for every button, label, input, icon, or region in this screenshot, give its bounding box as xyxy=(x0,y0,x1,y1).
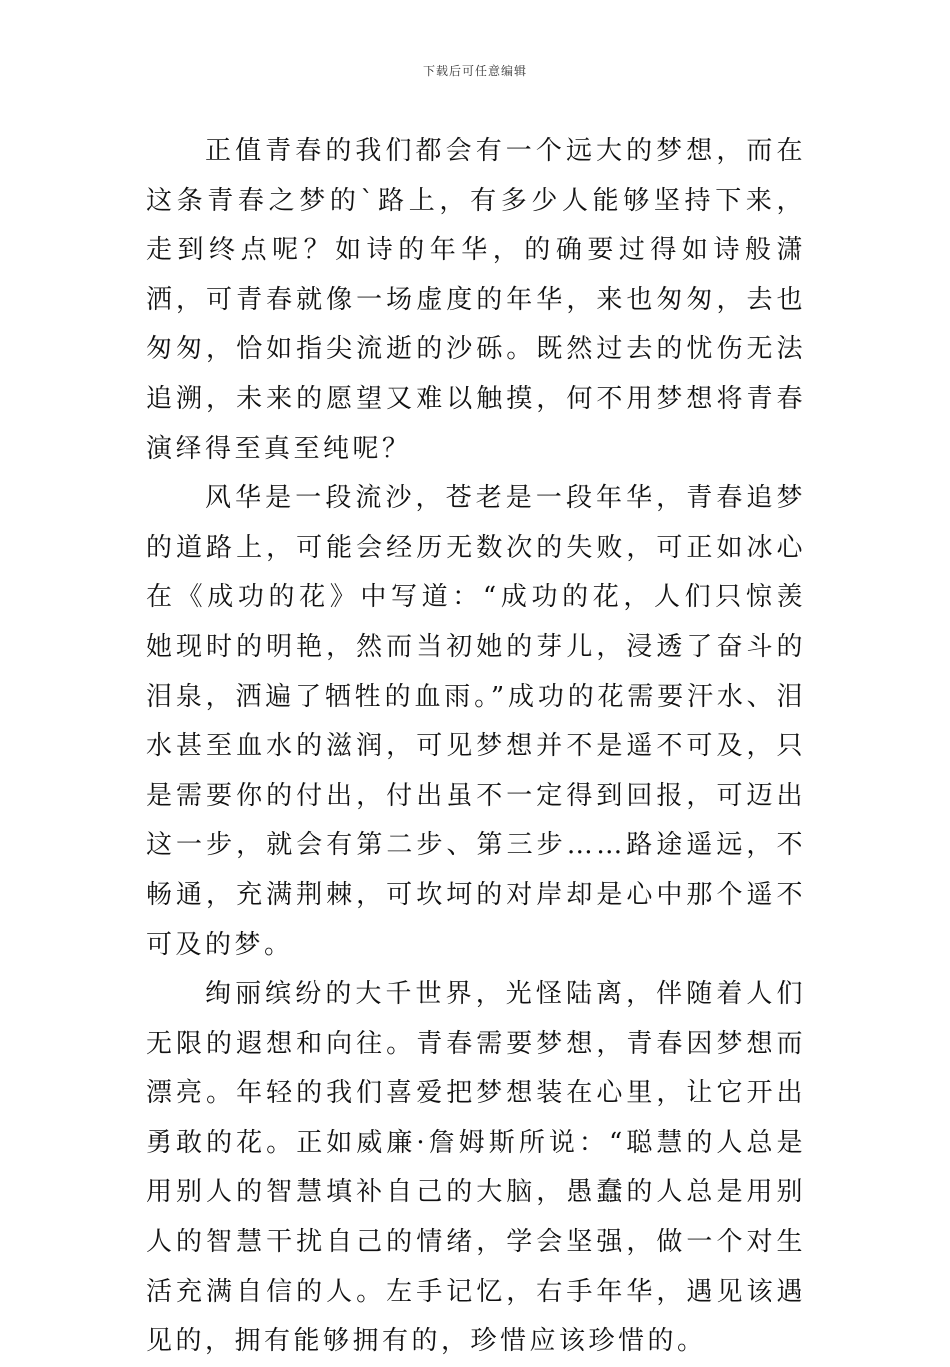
paragraph-2: 风华是一段流沙，苍老是一段年华，青春追梦的道路上，可能会经历无数次的失败，可正如冰心在《成功的花》中写道：“成功的花，人们只惊羡她现时的明艳，然而当初她的芽儿，浸透了奋斗的泪泉，洒遍了牺牲的血雨。”成功的花需要汗水、泪水甚至血水的滋润，可见梦想并不是遥不可及，只是需要你的付出，付出虽不一定得到回报，可迈出这一步，就会有第二步、第三步……路途遥远，不畅通，充满荆棘，可坎坷的对岸却是心中那个遥不可及的梦。 xyxy=(146,483,806,960)
paragraph-1: 正值青春的我们都会有一个远大的梦想，而在这条青春之梦的`路上，有多少人能够坚持下来，走到终点呢？如诗的年华，的确要过得如诗般潇洒，可青春就像一场虚度的年华，来也匆匆，去也匆匆，恰如指尖流逝的沙砾。既然过去的忧伤无法追溯，未来的愿望又难以触摸，何不用梦想将青春演绎得至真至纯呢？ xyxy=(146,136,806,464)
page-header: 下载后可任意编辑 xyxy=(422,64,527,78)
document-body xyxy=(146,127,806,1367)
paragraph-3: 绚丽缤纷的大千世界，光怪陆离，伴随着人们无限的遐想和向往。青春需要梦想，青春因梦想而漂亮。年轻的我们喜爱把梦想装在心里，让它开出勇敢的花。正如威廉·詹姆斯所说：“聪慧的人总是用别人的智慧填补自己的大脑，愚蠢的人总是用别人的智慧干扰自己的情绪，学会坚强，做一个对生活充满自信的人。左手记忆，右手年华，遇见该遇见的，拥有能够拥有的，珍惜应该珍惜的。 xyxy=(146,979,806,1357)
